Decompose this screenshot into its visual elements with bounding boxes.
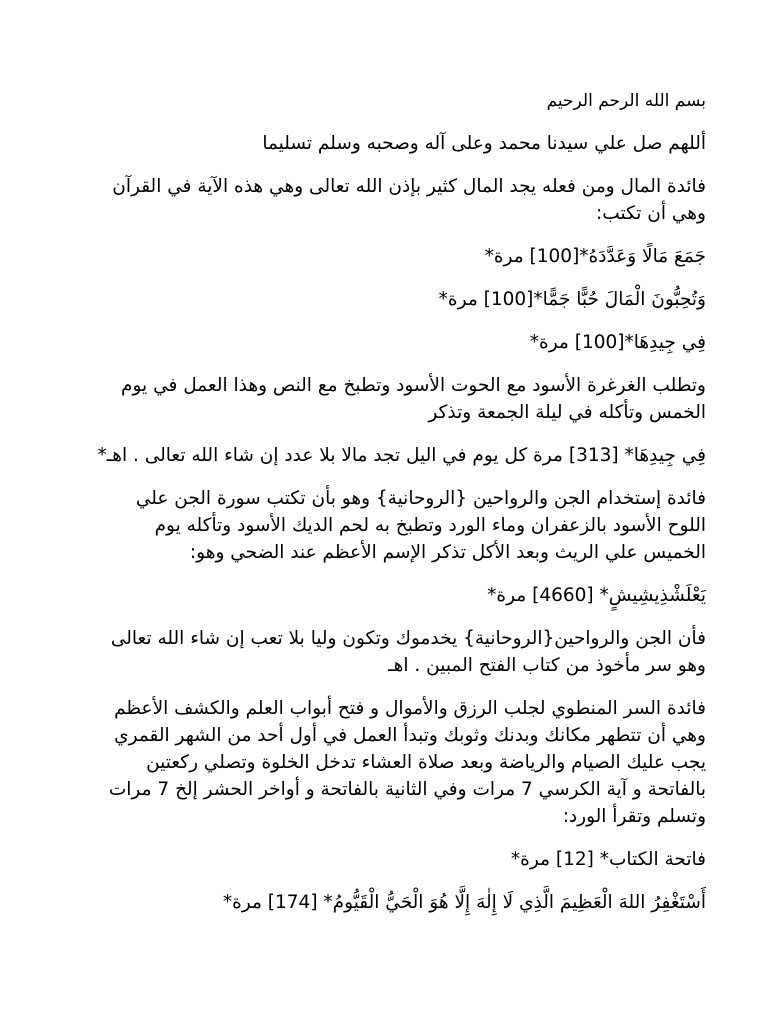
name-line: يَعْلَشْذِيشِيشٍ* [4660] مرة* [487, 585, 706, 606]
paragraph-jinn-result: فأن الجن والرواحين{الروحانية} يخدموك وتكون وليا بلا تعب إن شاء الله تعالى وهو سر مأخوذ من كتاب الفتح المبين . اهـ [104, 628, 706, 676]
salawat-line: أللهم صل علي سيدنا محمد وعلى آله وصحبه وسلم تسليما [262, 133, 706, 154]
paragraph-wealth-intro: فائدة المال ومن فعله يجد المال كثير بإذن الله تعالى وهي هذه الآية في القرآن وهي أن تكتب: [106, 176, 706, 224]
paragraph-instructions: وتطلب الغرغرة الأسود مع الحوت الأسود وتطبخ مع النص وهذا العمل في يوم الخمس وتأكله في ليلة الجمعة وتذكر [115, 375, 706, 423]
document-page [96, 88, 706, 932]
verse-line-2: وَتُحِبُّونَ الْمَالَ حُبًّا جَمًّا*[100] مرة* [438, 289, 706, 310]
paragraph-secret-intro: فائدة السر المنطوي لجلب الرزق والأموال و فتح أبواب العلم والكشف الأعظم وهي أن تتطهر مكانك وبدنك وثوبك وتبدأ العمل في أول أحد من الشهر القمري يجب عليك الصيام والرياضة وبعد صلاة العشاء تدخل الخلوة وتصلي ركعتين بالفاتحة و آية الكرسي 7 مرات وفي الثانية بالفاتحة و أواخر الحشر إلخ 7 مرات وتسلم وتقرأ الورد: [102, 698, 706, 827]
fatiha-line: فاتحة الكتاب* [12] مرة* [510, 849, 706, 870]
istighfar-line: أَسْتَغْفِرُ اللهَ الْعَظِيمَ الَّذِي لَا إِلٰهَ إِلَّا هُوَ الْحَيُّ الْقَيُّومُ* [174] مرة* [222, 892, 706, 913]
basmala-line: بسم الله الرحم الرحيم [546, 91, 706, 111]
verse-line-4: فِي جِيدِهَا* [313] مرة كل يوم في اليل تجد مالا بلا عدد إن شاء الله تعالى . اهـ* [97, 445, 706, 466]
paragraph-jinn-intro: فائدة إستخدام الجن والرواحين {الروحانية} وهو بأن تكتب سورة الجن علي اللوح الأسود بالزعفران وماء الورد وتطبخ به لحم الديك الأسود وتأكله يوم الخميس علي الريث وبعد الأكل تذكر الإسم الأعظم عند الضحي وهو: [129, 488, 706, 563]
verse-line-3: فِي جِيدِهَا*[100] مرة* [529, 332, 706, 353]
verse-line-1: جَمَعَ مَالًا وَعَدَّدَهُ*[100] مرة* [484, 246, 706, 267]
